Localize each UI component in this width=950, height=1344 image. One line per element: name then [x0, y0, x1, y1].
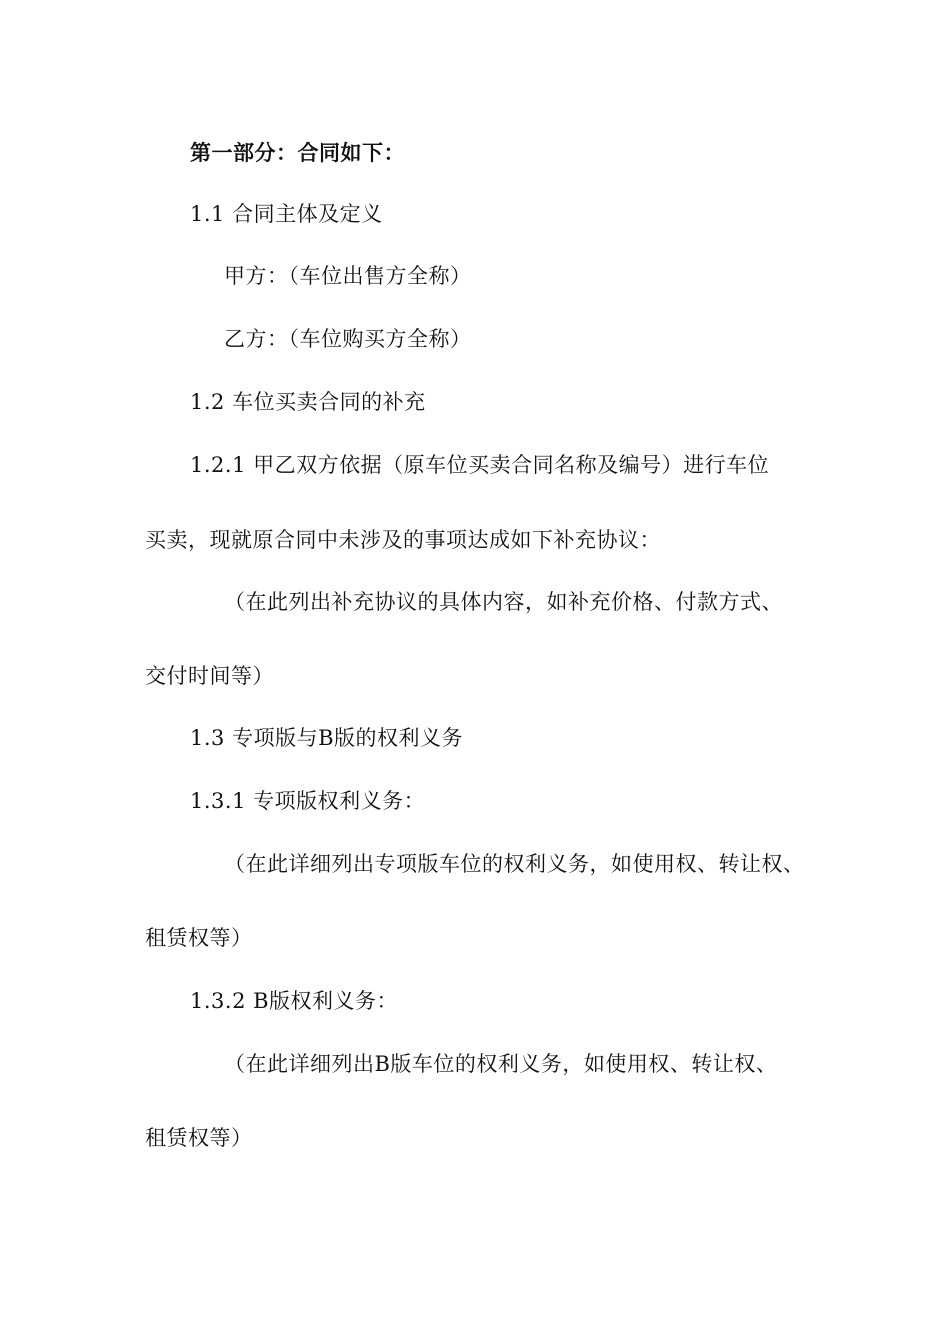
clause-1-3-2-title: 1.3.2 B版权利义务：	[190, 989, 399, 1013]
clause-1-3-1-title: 1.3.1 专项版权利义务：	[190, 789, 426, 813]
clause-1-2-title: 1.2 车位买卖合同的补充	[190, 390, 426, 414]
clause-1-3-title: 1.3 专项版与B版的权利义务	[190, 726, 464, 750]
supplement-line1: （在此列出补充协议的具体内容，如补充价格、付款方式、	[224, 590, 783, 614]
party-a-line: 甲方：（车位出售方全称）	[224, 264, 472, 288]
party-b-line: 乙方：（车位购买方全称）	[224, 327, 472, 351]
supplement-line2: 交付时间等）	[145, 664, 274, 688]
clause-1-2-1-line1: 1.2.1 甲乙双方依据（原车位买卖合同名称及编号）进行车位	[190, 453, 770, 477]
clause-1-1-title: 1.1 合同主体及定义	[190, 202, 383, 226]
special-rights-line1: （在此详细列出专项版车位的权利义务，如使用权、转让权、	[224, 852, 805, 876]
special-rights-line2: 租赁权等）	[145, 926, 253, 950]
clause-1-2-1-line2: 买卖，现就原合同中未涉及的事项达成如下补充协议：	[145, 528, 661, 552]
b-rights-line2: 租赁权等）	[145, 1126, 253, 1150]
b-rights-line1: （在此详细列出B版车位的权利义务，如使用权、转让权、	[224, 1052, 778, 1076]
section-heading: 第一部分：合同如下：	[190, 141, 405, 165]
